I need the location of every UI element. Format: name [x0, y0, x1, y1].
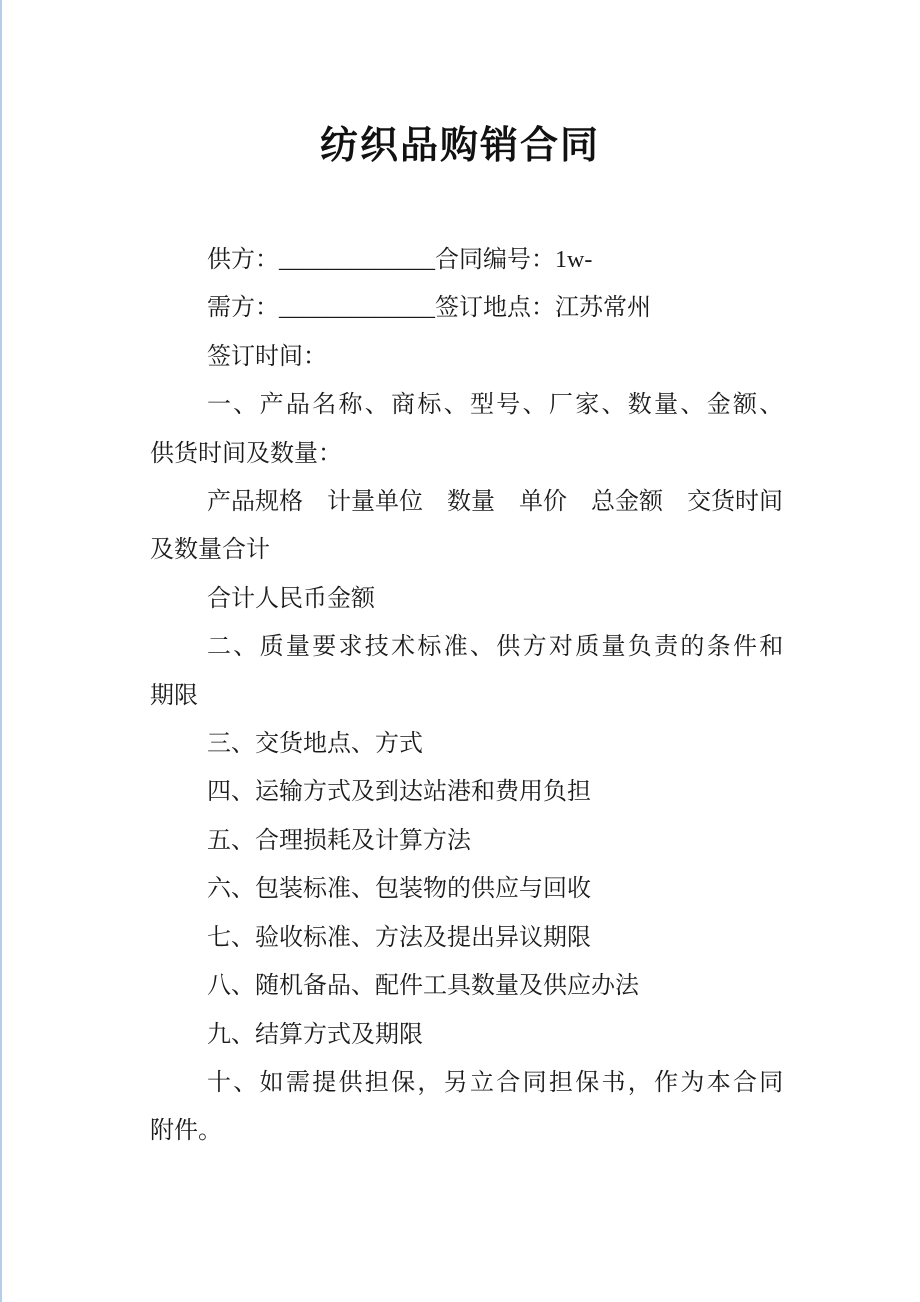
document-line: 附件。 — [150, 1118, 222, 1145]
document-line: 十、如需提供担保，另立合同担保书，作为本合同 — [207, 1069, 786, 1096]
document-line: 签订时间： — [207, 343, 327, 370]
document-line: 需方：_____________签订地点：江苏常州 — [207, 295, 651, 322]
document-line: 产品规格 计量单位 数量 单价 总金额 交货时间 — [207, 489, 783, 516]
document-line: 二、质量要求技术标准、供方对质量负责的条件和 — [207, 634, 786, 661]
document-line: 三、交货地点、方式 — [207, 731, 423, 758]
document-line: 期限 — [150, 682, 198, 709]
document-title: 纺织品购销合同 — [319, 125, 600, 167]
document-line: 六、包装标准、包装物的供应与回收 — [207, 876, 591, 903]
document-line: 供货时间及数量： — [150, 440, 342, 467]
document-line: 九、结算方式及期限 — [207, 1021, 423, 1048]
document-line: 合计人民币金额 — [207, 585, 375, 612]
document-line: 八、随机备品、配件工具数量及供应办法 — [207, 973, 639, 1000]
document-line: 五、合理损耗及计算方法 — [207, 827, 471, 854]
document-line: 供方：_____________合同编号：1w- — [207, 247, 593, 273]
document-line: 及数量合计 — [150, 537, 270, 564]
document-line: 一、产品名称、商标、型号、厂家、数量、金额、 — [207, 392, 786, 419]
left-edge-accent-line — [0, 0, 2, 1302]
document-line: 七、验收标准、方法及提出异议期限 — [207, 924, 591, 951]
document-line: 四、运输方式及到达站港和费用负担 — [207, 779, 591, 806]
document-body — [0, 236, 920, 1156]
